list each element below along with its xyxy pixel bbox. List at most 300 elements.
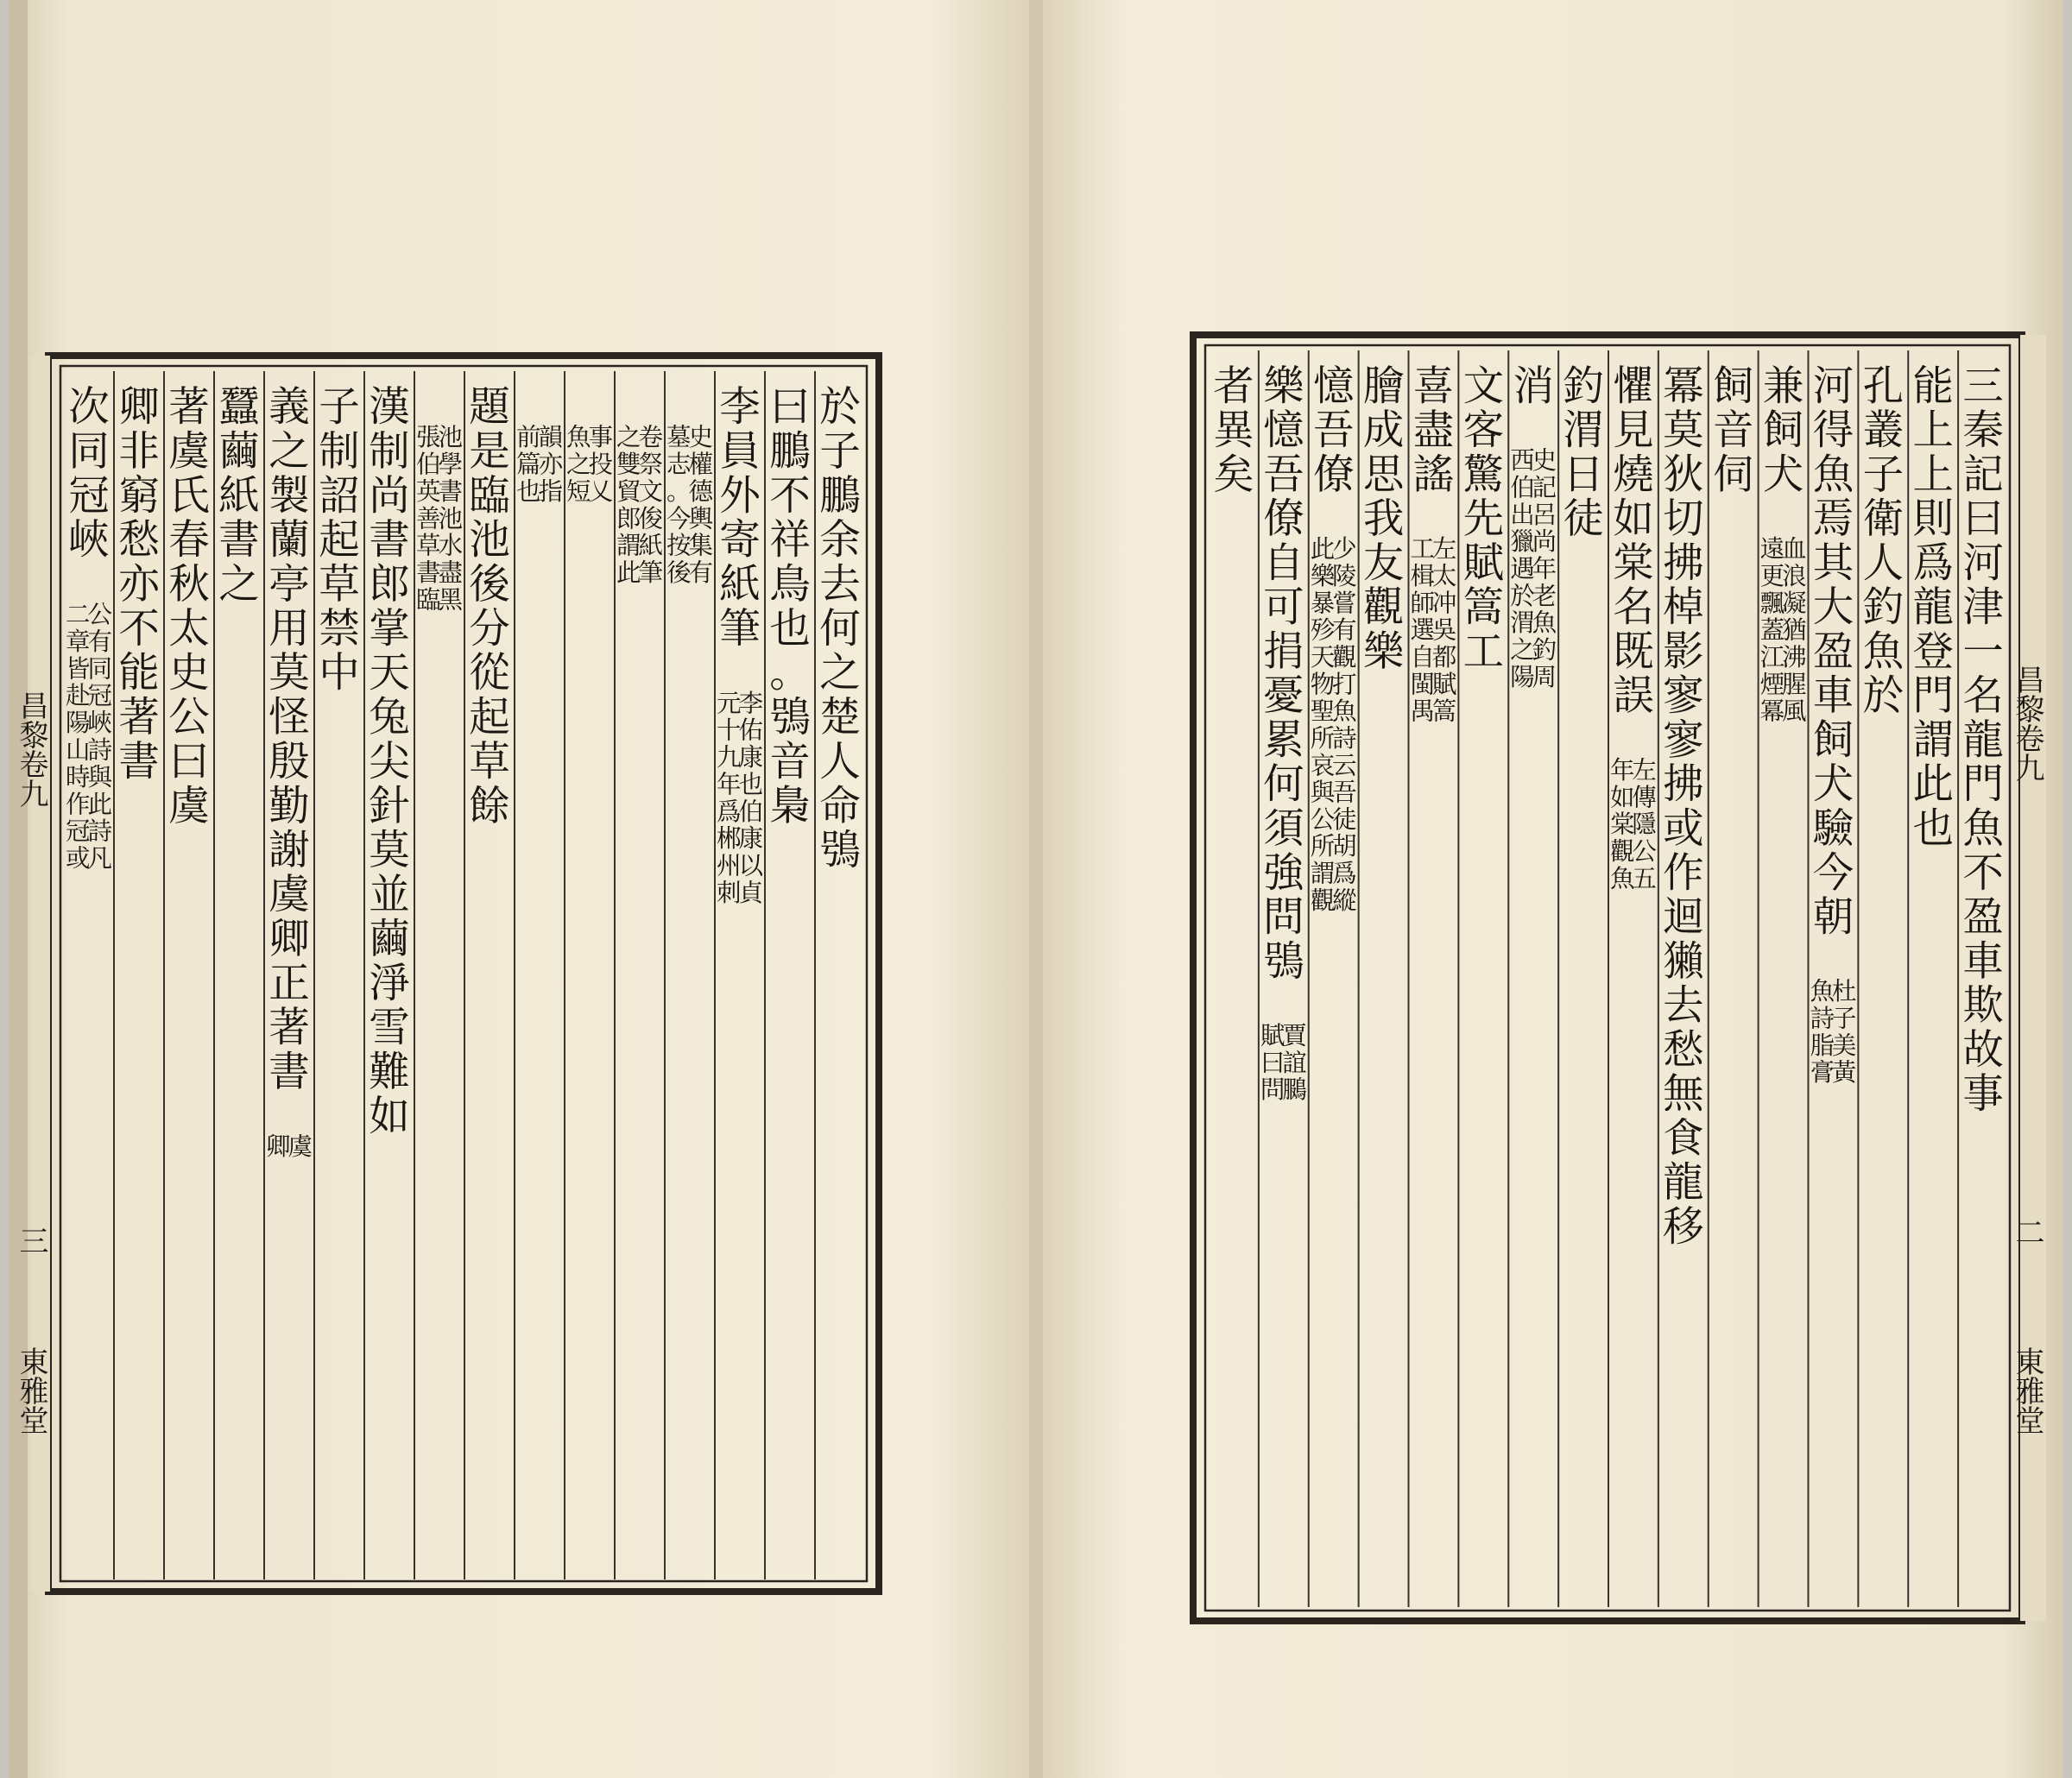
main-text-char: 客 (1462, 407, 1505, 455)
main-text-char: 飼 (1762, 407, 1804, 455)
main-text-char: 思 (1362, 451, 1405, 499)
note-text-char: 水 (438, 531, 464, 560)
main-text-char: 亭 (268, 561, 310, 609)
note-text-char: 後 (666, 558, 692, 588)
note-text-char: 魚 (1332, 697, 1357, 726)
note-text-char: 師 (1410, 589, 1435, 618)
main-text-char: 詔 (319, 472, 360, 520)
main-text-char: 義 (268, 383, 310, 432)
main-text-char: 記 (1962, 451, 2004, 499)
note-text-char: 胡 (1332, 832, 1357, 861)
main-text-char: 憂 (1263, 672, 1304, 721)
main-text-char: 懼 (1613, 363, 1654, 411)
note-text-char: 書 (438, 476, 464, 506)
main-text-char: 紙 (719, 561, 761, 609)
note-text-char: 觀 (1609, 836, 1635, 866)
note-text-char: 樂 (1310, 562, 1336, 591)
note-text-char: 遇 (1510, 554, 1535, 583)
note-text-char: 謂 (616, 531, 641, 560)
main-text-char: 則 (1912, 495, 1954, 544)
main-text-char: 於 (819, 383, 861, 432)
note-text-char: 此 (616, 558, 641, 588)
note-text-char: 篇 (515, 450, 541, 479)
note-text-char: 自 (1410, 642, 1435, 671)
note-text-char: 池 (438, 423, 464, 452)
main-text-char: 飼 (1712, 363, 1754, 411)
note-text-char: 九 (716, 743, 742, 772)
main-text-char: 今 (1812, 849, 1854, 898)
note-text-char: 江 (1759, 642, 1785, 671)
note-text-char: 伯 (415, 450, 441, 479)
main-text-char: 題 (469, 383, 510, 432)
note-text-char: 選 (1410, 615, 1435, 645)
note-text-char: 聖 (1310, 697, 1336, 726)
main-text-char: 魚 (1862, 627, 1905, 676)
main-text-char: 何 (1263, 760, 1304, 809)
left-page (9, 0, 1032, 1778)
main-text-char: 矣 (1213, 451, 1254, 499)
main-text-char: 之 (819, 649, 861, 697)
note-text-char: 史 (688, 423, 714, 452)
main-text-char: 釣 (1862, 583, 1905, 632)
main-text-char: 寥 (1663, 716, 1704, 765)
main-text-char: 天 (369, 649, 410, 697)
main-text-char: 紙 (218, 472, 260, 520)
note-text-char: 康 (738, 824, 764, 854)
main-text-char: 誤 (1613, 672, 1654, 721)
main-text-char: 賦 (1462, 539, 1505, 588)
main-text-char: 能 (118, 649, 160, 697)
note-text-char: 作 (65, 790, 91, 819)
main-text-char: 棹 (1663, 583, 1704, 632)
main-text-char: 徒 (1563, 495, 1604, 544)
note-text-char: 傳 (1632, 783, 1657, 812)
note-text-char: 獵 (1510, 527, 1535, 557)
main-text-char: 子 (1862, 451, 1905, 499)
main-text-char: 或 (1663, 804, 1704, 853)
main-text-char: 同 (68, 427, 110, 476)
main-text-char: 著 (268, 1004, 310, 1052)
main-text-char: 強 (1263, 849, 1304, 898)
note-text-char: 左 (1431, 534, 1457, 564)
note-text-char: 集 (688, 531, 714, 560)
note-text-char: 於 (1510, 581, 1535, 610)
note-text-char: 同 (87, 654, 113, 684)
note-text-char: 血 (1782, 534, 1807, 564)
note-text-char: 冲 (1431, 589, 1457, 618)
main-text-char: 名 (1962, 672, 2004, 721)
main-text-char: 用 (268, 605, 310, 653)
main-text-char: 虞 (168, 782, 210, 830)
main-text-char: 謝 (268, 827, 310, 875)
note-text-char: 嘗 (1332, 589, 1357, 618)
note-text-char: 刺 (716, 879, 742, 908)
main-text-char: 切 (1663, 495, 1704, 544)
main-text-char: 草 (469, 738, 510, 786)
note-text-char: 天 (1310, 642, 1336, 671)
main-text-char: 蠶 (218, 383, 260, 432)
note-text-char: 陵 (1332, 562, 1357, 591)
note-text-char: 章 (65, 627, 91, 656)
main-text-char: 冠 (68, 472, 110, 520)
note-text-char: 與 (87, 762, 113, 791)
note-text-char: 更 (1759, 562, 1785, 591)
main-text-char: 鴞 (819, 827, 861, 875)
main-text-char: 門 (1912, 672, 1954, 721)
main-text-char: 卿 (118, 383, 160, 432)
main-text-char: 寄 (719, 516, 761, 564)
main-text-char: 事 (1962, 1070, 2004, 1119)
note-text-char: 黃 (1831, 1058, 1857, 1088)
main-text-char: 登 (1912, 627, 1954, 676)
note-text-char: 楫 (1410, 562, 1435, 591)
note-text-char: 之 (1510, 635, 1535, 665)
note-text-char: 今 (666, 504, 692, 533)
note-text-char: 釣 (1532, 635, 1557, 665)
main-text-char: 怪 (268, 694, 310, 742)
note-text-char: 禺 (1410, 697, 1435, 726)
note-text-char: 賦 (1431, 670, 1457, 699)
note-text-char: 。 (666, 476, 692, 506)
note-text-char: 棠 (1609, 810, 1635, 839)
note-text-char: 貿 (616, 476, 641, 506)
main-text-char: 驚 (1462, 451, 1505, 499)
main-text-char: 正 (268, 960, 310, 1008)
main-text-char: 外 (719, 472, 761, 520)
right-margin-folio: 二 (2010, 1217, 2044, 1246)
main-text-char: 觀 (1362, 583, 1405, 632)
main-text-char: 鳥 (769, 561, 811, 609)
main-text-char: 著 (168, 383, 210, 432)
main-text-char: 魚 (1962, 804, 2004, 853)
main-text-char: 拂 (1663, 760, 1704, 809)
main-text-char: 不 (1962, 849, 2004, 898)
main-text-char: 起 (469, 694, 510, 742)
main-text-char: 子 (319, 383, 360, 432)
main-text-char: 叢 (1862, 407, 1905, 455)
note-text-char: 投 (588, 450, 614, 479)
main-text-char: 上 (1912, 407, 1954, 455)
note-text-char: 賦 (1260, 1021, 1286, 1050)
note-text-char: 篙 (1431, 697, 1457, 726)
main-text-char: 門 (1962, 760, 2004, 809)
main-text-char: 樂 (1263, 363, 1304, 411)
note-text-char: 杜 (1831, 977, 1857, 1006)
main-text-char: 我 (1362, 495, 1405, 544)
note-text-char: 尚 (1532, 527, 1557, 557)
main-text-char: 孔 (1862, 363, 1905, 411)
note-text-char: 乂 (588, 476, 614, 506)
main-text-char: 累 (1263, 716, 1304, 765)
main-text-char: 雪 (369, 1004, 410, 1052)
note-text-char: 觀 (1310, 886, 1336, 915)
note-text-char: 出 (1510, 500, 1535, 529)
note-text-char: 吾 (1332, 778, 1357, 807)
note-text-char: 也 (738, 770, 764, 799)
main-text-char: 飼 (1812, 716, 1854, 765)
main-text-char: 此 (1912, 760, 1954, 809)
note-text-char: 史 (1532, 446, 1557, 476)
note-text-char: 問 (1260, 1075, 1286, 1105)
note-text-char: 公 (1632, 836, 1657, 866)
note-text-char: 以 (738, 851, 764, 880)
main-text-char: 愁 (1663, 1026, 1704, 1075)
note-text-char: 康 (738, 743, 764, 772)
note-text-char: 誼 (1282, 1048, 1307, 1077)
main-text-char: 虞 (268, 871, 310, 919)
main-text-char: 吾 (1312, 407, 1355, 455)
main-text-char: 可 (1263, 583, 1304, 632)
note-text-char: 記 (1532, 473, 1557, 502)
note-text-char: 都 (1431, 642, 1457, 671)
note-text-char: 此 (87, 790, 113, 819)
main-text-char: 起 (319, 516, 360, 564)
main-text-char: 吾 (1263, 451, 1304, 499)
note-text-char: 鵩 (1282, 1075, 1307, 1105)
note-text-char: 風 (1782, 697, 1807, 726)
note-text-char: 州 (716, 851, 742, 880)
note-text-char: 暴 (1310, 589, 1336, 618)
note-text-char: 與 (1310, 778, 1336, 807)
note-text-char: 煙 (1759, 670, 1785, 699)
note-text-char: 赴 (65, 681, 91, 710)
note-text-char: 此 (1310, 534, 1336, 564)
main-text-char: 不 (118, 605, 160, 653)
main-text-char: 余 (819, 516, 861, 564)
right-margin-hall: 東雅堂 (2010, 1346, 2044, 1434)
note-text-char: 凝 (1782, 589, 1807, 618)
main-text-char: 愁 (118, 516, 160, 564)
note-text-char: 冠 (87, 681, 113, 710)
main-text-char: 燒 (1613, 451, 1654, 499)
main-text-char: 犬 (1762, 451, 1804, 499)
main-text-char: 從 (469, 649, 510, 697)
main-text-char: 後 (469, 561, 510, 609)
note-text-char: 腥 (1782, 670, 1807, 699)
note-text-char: 卿 (265, 1132, 291, 1161)
main-text-char: 去 (1663, 982, 1704, 1031)
note-text-char: 膏 (1810, 1058, 1835, 1088)
main-text-char: 峽 (68, 516, 110, 564)
main-text-char: 針 (369, 782, 410, 830)
main-text-char: 僚 (1312, 451, 1355, 499)
main-text-char: 僚 (1263, 495, 1304, 544)
main-text-char: 三 (1962, 363, 2004, 411)
note-text-char: 德 (688, 476, 714, 506)
note-text-char: 墓 (666, 423, 692, 452)
note-text-char: 詩 (1332, 723, 1357, 753)
main-text-char: 餘 (469, 782, 510, 830)
main-text-char: 人 (1862, 539, 1905, 588)
note-text-char: 前 (515, 423, 541, 452)
main-text-char: 能 (1912, 363, 1954, 411)
main-text-char: 莫 (1663, 407, 1704, 455)
note-text-char: 猶 (1782, 615, 1807, 645)
note-text-char: 年 (716, 770, 742, 799)
note-text-char: 文 (638, 476, 664, 506)
note-text-char: 伯 (738, 797, 764, 826)
main-text-char: 見 (1613, 407, 1654, 455)
note-text-char: 魚 (565, 423, 591, 452)
main-text-char: 書 (118, 738, 160, 786)
note-text-char: 紙 (638, 531, 664, 560)
main-text-char: 篙 (1462, 583, 1505, 632)
note-text-char: 有 (1332, 615, 1357, 645)
note-text-char: 卷 (638, 423, 664, 452)
main-text-char: 於 (1862, 672, 1905, 721)
main-text-char: 去 (819, 561, 861, 609)
main-text-char: 楚 (819, 694, 861, 742)
note-text-char: 渭 (1510, 608, 1535, 638)
main-text-char: 並 (369, 871, 410, 919)
main-text-char: 棠 (1613, 539, 1654, 588)
note-text-char: 蓋 (1759, 615, 1785, 645)
main-text-char: 朝 (1812, 893, 1854, 942)
main-text-char: 先 (1462, 495, 1505, 544)
main-text-char: 李 (719, 383, 761, 432)
note-text-char: 吳 (1431, 615, 1457, 645)
note-text-char: 郎 (616, 504, 641, 533)
main-text-char: 河 (1812, 363, 1854, 411)
main-text-char: 之 (218, 561, 260, 609)
note-text-char: 打 (1332, 670, 1357, 699)
main-text-char: 非 (118, 427, 160, 476)
main-text-char: 制 (369, 427, 410, 476)
main-text-char: 問 (1263, 893, 1304, 942)
note-text-char: 韻 (538, 423, 564, 452)
main-text-char: 膾 (1362, 363, 1405, 411)
note-text-char: 貞 (738, 879, 764, 908)
note-text-char: 詩 (1810, 1004, 1835, 1033)
note-text-char: 元 (716, 689, 742, 718)
note-text-char: 祭 (638, 450, 664, 479)
note-text-char: 魚 (1532, 608, 1557, 638)
main-text-char: 如 (369, 1093, 410, 1141)
note-text-char: 西 (1510, 446, 1535, 476)
main-text-char: 制 (319, 427, 360, 476)
note-text-char: 呂 (1532, 500, 1557, 529)
main-text-char: 津 (1962, 583, 2004, 632)
main-text-char: 大 (1812, 583, 1854, 632)
main-text-char: 一 (1962, 627, 2004, 676)
main-text-char: 卿 (268, 915, 310, 963)
main-text-char: 筆 (719, 605, 761, 653)
main-text-char: 獺 (1663, 937, 1704, 986)
main-text-char: 自 (1263, 539, 1304, 588)
main-text-char: 兼 (1762, 363, 1804, 411)
left-margin-hall: 東雅堂 (14, 1346, 48, 1434)
main-text-char: 須 (1263, 804, 1304, 853)
main-text-char: 音 (1712, 407, 1754, 455)
main-text-char: 書 (369, 516, 410, 564)
note-text-char: 池 (438, 504, 464, 533)
main-text-char: 是 (469, 427, 510, 476)
main-text-char: 龍 (1912, 583, 1954, 632)
main-text-char: 影 (1663, 627, 1704, 676)
main-text-char: 盈 (1962, 893, 2004, 942)
note-text-char: 年 (1532, 554, 1557, 583)
main-text-char: 驗 (1812, 804, 1854, 853)
main-text-char: 尖 (369, 738, 410, 786)
main-text-char: 鴞 (1263, 937, 1304, 986)
main-text-char: 員 (719, 427, 761, 476)
main-text-char: 次 (68, 383, 110, 432)
note-text-char: 陽 (65, 709, 91, 738)
main-text-char: 兔 (369, 694, 410, 742)
main-text-char: 草 (319, 561, 360, 609)
note-text-char: 公 (87, 600, 113, 629)
note-text-char: 云 (1332, 751, 1357, 780)
main-text-char: 龍 (1663, 1159, 1704, 1207)
main-text-char: 著 (118, 694, 160, 742)
note-text-char: 老 (1532, 581, 1557, 610)
main-text-char: 郎 (369, 561, 410, 609)
main-text-char: 友 (1362, 539, 1405, 588)
note-text-char: 徒 (1332, 804, 1357, 834)
note-text-char: 山 (65, 735, 91, 765)
main-text-char: 秋 (168, 561, 210, 609)
main-text-char: 窮 (118, 472, 160, 520)
main-text-char: 成 (1362, 407, 1405, 455)
note-text-char: 短 (565, 476, 591, 506)
right-page (1029, 0, 2063, 1778)
main-text-char: 命 (819, 782, 861, 830)
main-text-char: 也 (769, 605, 811, 653)
main-text-char: 作 (1663, 849, 1704, 898)
main-text-char: 故 (1962, 1026, 2004, 1075)
main-text-char: 憶 (1312, 363, 1355, 411)
main-text-char: 謠 (1412, 451, 1455, 499)
main-text-char: 祥 (769, 516, 811, 564)
main-text-char: 渭 (1563, 407, 1604, 455)
note-text-char: 十 (716, 716, 742, 745)
note-text-char: 左 (1632, 755, 1657, 785)
note-text-char: 草 (415, 531, 441, 560)
main-text-char: 憶 (1263, 407, 1304, 455)
note-text-char: 俊 (638, 504, 664, 533)
note-text-char: 曰 (1260, 1048, 1286, 1077)
main-text-char: 異 (1213, 407, 1254, 455)
main-text-char: 曰 (769, 383, 811, 432)
note-text-char: 如 (1609, 783, 1635, 812)
note-text-char: 皆 (65, 654, 91, 684)
main-text-char: 其 (1812, 539, 1854, 588)
main-text-char: 分 (469, 605, 510, 653)
note-text-char: 詩 (87, 735, 113, 765)
main-text-char: 曰 (168, 738, 210, 786)
main-text-char: 梟 (769, 782, 811, 830)
main-text-char: 難 (369, 1049, 410, 1097)
main-text-char: 樂 (1362, 627, 1405, 676)
main-text-char: 河 (1962, 539, 2004, 588)
main-text-char: 勤 (268, 782, 310, 830)
main-text-char: 文 (1462, 363, 1505, 411)
note-text-char: 冪 (1759, 697, 1785, 726)
note-text-char: 權 (688, 450, 714, 479)
note-text-char: 盡 (438, 558, 464, 588)
main-text-char: 禁 (319, 605, 360, 653)
note-text-char: 虞 (287, 1132, 313, 1161)
main-text-char: 狄 (1663, 451, 1704, 499)
main-text-char: 中 (319, 649, 360, 697)
main-text-char: 公 (168, 694, 210, 742)
note-text-char: 時 (65, 762, 91, 791)
main-text-char: 上 (1912, 451, 1954, 499)
main-text-char: 盡 (1412, 407, 1455, 455)
note-text-char: 學 (438, 450, 464, 479)
note-text-char: 善 (415, 504, 441, 533)
main-text-char: 書 (218, 516, 260, 564)
